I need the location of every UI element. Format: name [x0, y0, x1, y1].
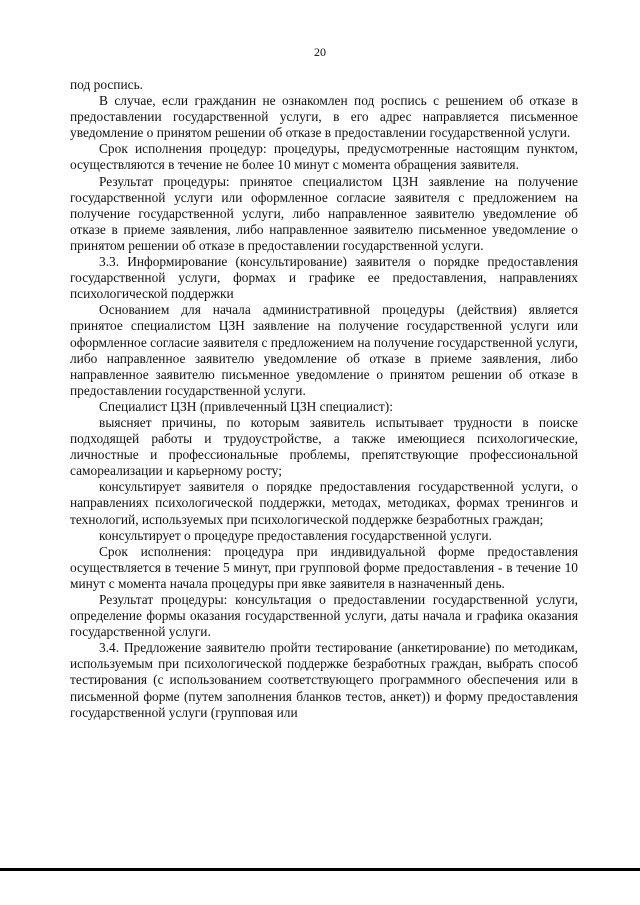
paragraph-continuation: под роспись.: [70, 77, 144, 92]
paragraph-finds-reasons: выясняет причины, по которым заявитель испытывает трудности в поиске подходящей работы и трудоустройстве, а также имеющиеся психологические, личностные и профессиональные проблемы, препятствующие профессиональной самореализации и карьерному росту;: [70, 414, 578, 479]
paragraph-specialist: Специалист ЦЗН (привлеченный ЦЗН специалист):: [99, 398, 393, 414]
paragraph-consults-procedure: консультирует о процедуре предоставления государственной услуги.: [99, 527, 492, 543]
paragraph-consults-order: консультирует заявителя о порядке предоставления государственной услуги, о направлениях психологической поддержки, методах, методиках, формах тренингов и технологий, используемых при психологической поддержке безработных граждан;: [70, 479, 578, 527]
paragraph-procedure-result: Результат процедуры: принятое специалистом ЦЗН заявление на получение государственной услуги или оформленное согласие заявителя с предложением на получение государственной услуги, либо направленное заявителю уведомление об отказе в приеме заявления, либо направленное заявителю письменное уведомление о принятом решении об отказе в предоставлении государственной услуги.: [70, 173, 578, 253]
bottom-border-line: [0, 868, 640, 871]
paragraph-grounds: Основанием для начала административной процедуры (действия) является принятое специалистом ЦЗН заявление на получение государственной услуги или оформленное согласие заявителя с предложением на получение государственной услуги, либо направленное заявителю уведомление об отказе в приеме заявления, либо направленное заявителю письменное уведомление о принятом решении об отказе в предоставлении государственной услуги.: [70, 302, 578, 398]
page-number: 20: [314, 45, 326, 59]
paragraph-procedure-deadline: Срок исполнения процедур: процедуры, предусмотренные настоящим пунктом, осуществляются в течение не более 10 минут с момента обращения заявителя.: [70, 141, 578, 173]
document-body: [70, 77, 578, 721]
section-heading-3-3: 3.3. Информирование (консультирование) заявителя о порядке предоставления государственной услуги, формах и графике ее предоставления, направлениях психологической поддержки: [70, 254, 578, 302]
section-heading-3-4: 3.4. Предложение заявителю пройти тестирование (анкетирование) по методикам, используемым при психологической поддержке безработных граждан, выбрать способ тестирования (с использованием соответствующего программного обеспечения или в письменной форме (путем заполнения бланков тестов, анкет)) и форму предоставления государственной услуги (групповая или: [70, 640, 578, 720]
paragraph-refusal-notice: В случае, если гражданин не ознакомлен под роспись с решением об отказе в предоставлении государственной услуги, в его адрес направляется письменное уведомление о принятом решении об отказе в предоставлении государственной услуги.: [70, 93, 578, 141]
paragraph-result: Результат процедуры: консультация о предоставлении государственной услуги, определение формы оказания государственной услуги, даты начала и графика оказания государственной услуги.: [70, 592, 578, 640]
paragraph-deadline: Срок исполнения: процедура при индивидуальной форме предоставления осуществляется в течение 5 минут, при групповой форме предоставления - в течение 10 минут с момента начала процедуры при явке заявителя в назначенный день.: [70, 543, 578, 591]
